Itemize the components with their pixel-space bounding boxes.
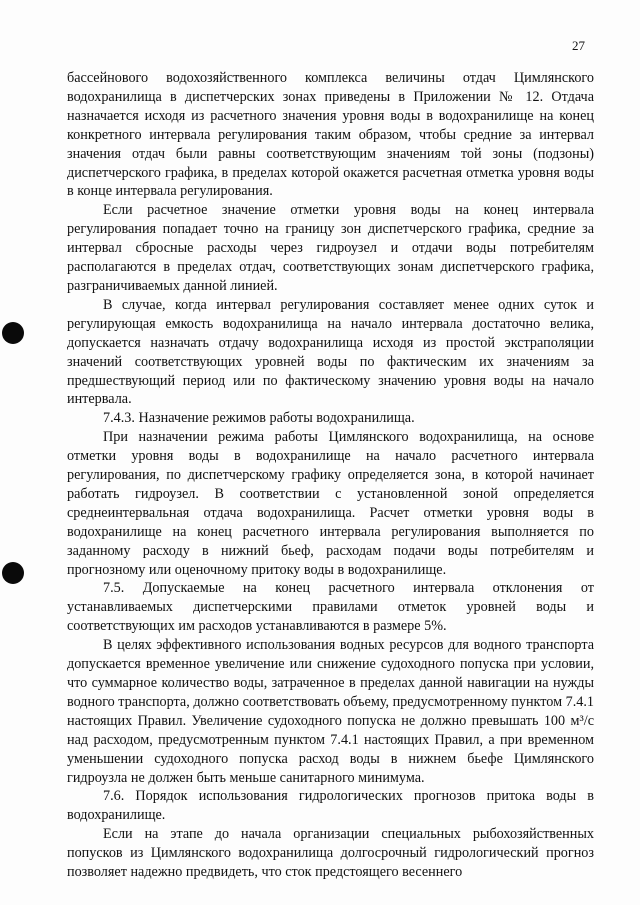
paragraph: При назначении режима работы Цимлянского водохранилища, на основе отметки уровня воды в водохранилище на начало расчетного интервала регулирования, по диспетчерскому графику определяется зона, в которой начинает работать гидроузел. В соответствии с установленной зоной определяется среднеинтервальная отдача водохранилища. Расчет отметки уровня воды в водохранилище на конец расчетного интервала регулирования выполняется по заданному расходу в нижний бьеф, расходам подачи воды потребителям и прогнозному или оценочному притоку воды в водохранилище. [67,429,594,578]
paragraph: бассейнового водохозяйственного комплекса величины отдач Цимлянского водохранилища в диспетчерских зонах приведены в Приложении № 12. Отдача назначается исходя из расчетного значения уровня воды в водохранилище на конец конкретного интервала регулирования таким образом, чтобы средние за интервал значения отдач были равны соответствующим значениям той зоны (подзоны) диспетчерского графика, в пределах которой окажется расчетная отметка уровня воды в конце интервала регулирования. [67,70,594,200]
document-body [67,69,594,882]
punch-hole [2,562,24,584]
paragraph: В случае, когда интервал регулирования составляет менее одних суток и регулирующая емкость водохранилища на начало интервала достаточно велика, допускается назначать отдачу водохранилища исходя из простой экстраполяции значений соответствующих уровней воды по фактическим их значениям за предшествующий период или по фактическому значению уровня воды на начало интервала. [67,296,594,408]
page-number: 27 [572,38,585,53]
paragraph: 7.4.3. Назначение режимов работы водохранилища. [103,410,415,427]
paragraph: Если расчетное значение отметки уровня воды на конец интервала регулирования попадает точно на границу зон диспетчерского графика, средние за интервал сбросные расходы через гидроузел и отдачи воды потребителям располагаются в пределах отдач, соответствующих зонам диспетчерского графика, разграничиваемых данной линией. [67,202,594,294]
paragraph: В целях эффективного использования водных ресурсов для водного транспорта допускается временное увеличение или снижение судоходного попуска при условии, что суммарное количество воды, затраченное в пределах данной навигации на нужды водного транспорта, должно соответствовать объему, предусмотренному пунктом 7.4.1 настоящих Правил. Увеличение судоходного попуска не должно превышать 100 м³/с над расходом, предусмотренным пунктом 7.4.1 настоящих Правил, а при временном уменьшении судоходного попуска расход воды в нижнем бьефе Цимлянского гидроузла не должен быть меньше санитарного минимума. [67,637,594,786]
paragraph: Если на этапе до начала организации специальных рыбохозяйственных попусков из Цимлянского водохранилища долгосрочный гидрологический прогноз позволяет надежно предвидеть, что сток предстоящего весеннего [67,826,594,881]
paragraph: 7.6. Порядок использования гидрологических прогнозов притока воды в водохранилище. [67,788,594,824]
punch-hole [2,322,24,344]
paragraph: 7.5. Допускаемые на конец расчетного интервала отклонения от устанавливаемых диспетчерскими правилами отметок уровней воды и соответствующих им расходов устанавливаются в размере 5%. [67,580,594,635]
